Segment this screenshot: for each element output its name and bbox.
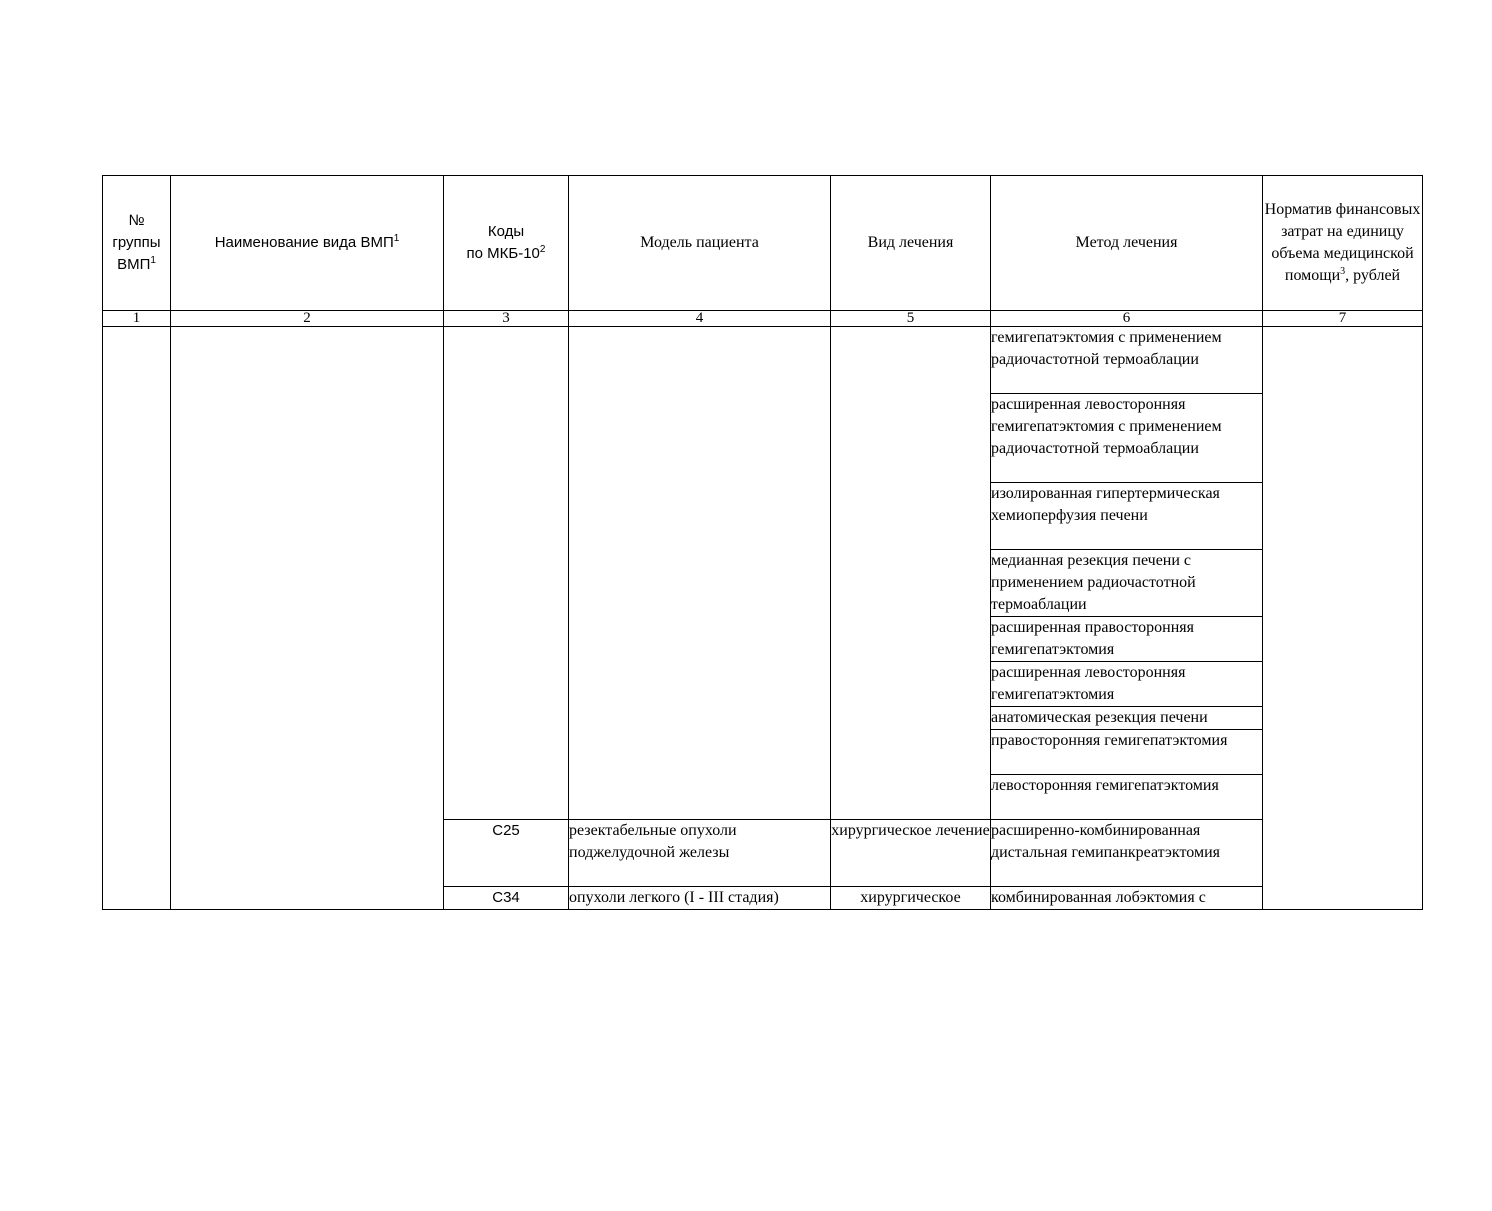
method-cell: комбинированная лобэктомия с [991,887,1263,910]
header-patient-model: Модель пациента [569,176,831,311]
header-cost-norm: Норматив финансовых затрат на единицу объема медицинской помощи$^3$, рублей [1263,176,1423,311]
column-number: 5 [831,311,991,327]
column-number: 7 [1263,311,1423,327]
method-cell: расширенная правосторонняя гемигепатэктомия [991,617,1263,662]
patient-model: опухоли легкого (I - III стадия) [569,887,831,910]
header-icd-codes: Коды по МКБ-$10^2$ [444,176,569,311]
icd-code: C25 [444,820,569,887]
method-cell: правосторонняя гемигепатэктомия [991,730,1263,775]
header-treatment-type: Вид лечения [831,176,991,311]
method-cell: медианная резекция печени с применением радиочастотной термоаблации [991,550,1263,617]
header-group-number: № группы ВМП$^1$ [103,176,171,311]
group-number-cell [103,327,171,910]
header-treatment-method: Метод лечения [991,176,1263,311]
column-number-row [103,311,1423,327]
column-number: 6 [991,311,1263,327]
table-row [103,327,1423,394]
model-cell [569,327,831,820]
treatment-cell [831,327,991,820]
icd-code: C34 [444,887,569,910]
code-cell [444,327,569,820]
column-number: 2 [171,311,444,327]
column-number: 4 [569,311,831,327]
header-vmp-name: Наименование вида ВМП$^1$ [171,176,444,311]
patient-model: резектабельные опухоли поджелудочной железы [569,820,831,887]
method-cell: гемигепатэктомия с применением радиочастотной термоаблации [991,327,1263,394]
cost-cell [1263,327,1423,910]
treatment-type: хирургическое [831,887,991,910]
header-row [103,176,1423,311]
column-number: 1 [103,311,171,327]
method-cell: анатомическая резекция печени [991,707,1263,730]
method-cell: изолированная гипертермическая хемиоперфузия печени [991,483,1263,550]
vmp-table [102,175,1423,910]
method-cell: левосторонняя гемигепатэктомия [991,775,1263,820]
vmp-name-cell [171,327,444,910]
treatment-type: хирургическое лечение [831,820,991,887]
method-cell: расширенная левосторонняя гемигепатэктомия с применением радиочастотной термоаблации [991,394,1263,483]
method-cell: расширенно-комбинированная дистальная гемипанкреатэктомия [991,820,1263,887]
column-number: 3 [444,311,569,327]
method-cell: расширенная левосторонняя гемигепатэктомия [991,662,1263,707]
